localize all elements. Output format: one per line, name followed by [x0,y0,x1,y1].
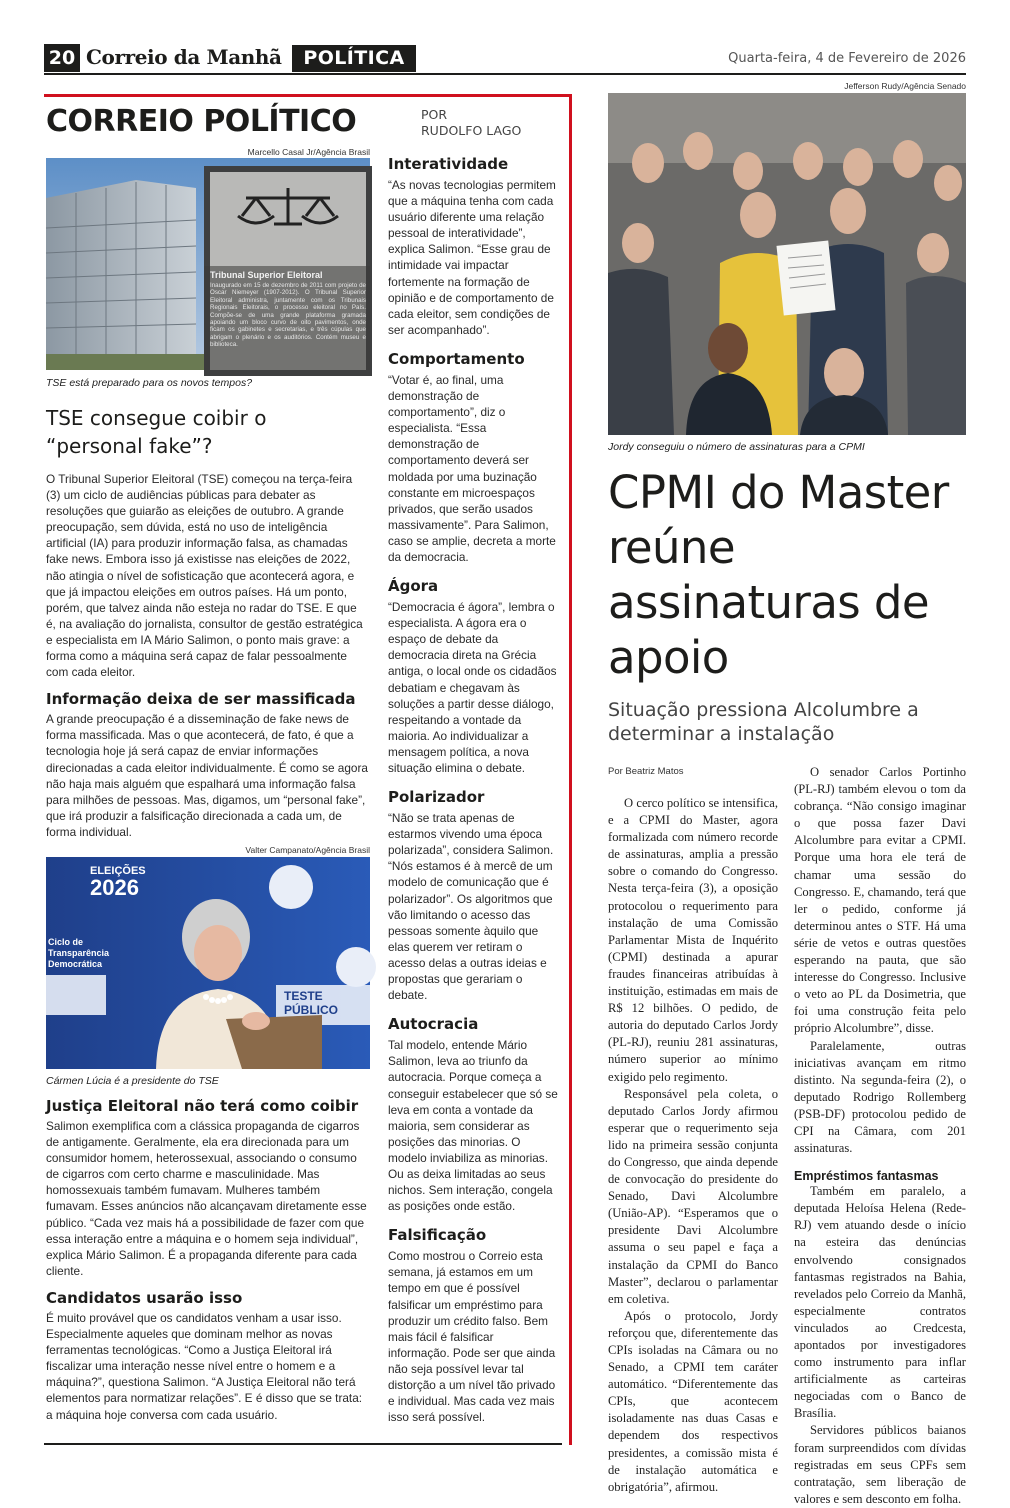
right-headline: CPMI do Master reúne assinaturas de apoio [608,466,949,684]
banner-line-2: 2026 [90,875,139,900]
photo1-caption: TSE está preparado para os novos tempos? [46,377,253,389]
paragraph: Também em paralelo, a deputada Heloísa Helena (Rede-RJ) vem atuando desde o início na esteira das denúncias envolvendo consignados fantasmas registrados na Bahia, revelados pelo Correio da Manhã, especialmente contratos vinculados ao Credcesta, apontados por investigadores como instrumento para inflar artificialmente as carteiras negociadas com o Banco de Brasília. [794,1184,966,1421]
tse-photo [46,158,370,370]
sign-text: Inaugurado em 15 de dezembro de 2011 com projeto de Oscar Niemeyer (1907-2012). O Tribunal Superior Eleitoral administra, juntamente com os Tribunais Regionais Eleitorais, o processo eleitoral no País. Compõe-se de uma grande plataforma gramada apoiando um bloco curvo de oito pavimentos, onde ficam os gabinetes e secretarias, e três cúpulas que abrigam o plenário e os auditórios. Contém museu e biblioteca. [210,282,366,349]
side-subheading: Ágora [388,577,439,596]
column-bottom-rule [44,1443,562,1445]
side-block [388,350,558,565]
byline-prefix: POR [421,107,448,122]
paragraph: Paralelamente, outras iniciativas avançam em ritmo distinto. Na segunda-feira (2), o deputado Rodrigo Rollemberg (PSB-DF) protocolou pedido de CPI na Câmara, com 201 assinaturas. [794,1038,966,1156]
side-text: Tal modelo, entende Mário Salimon, leva ao triunfo da autocracia. Porque começa a conseguir estabelecer que só se leva em conta a vontade da maioria, sem considerar as posições das minorias. O modelo inviabiliza as minorias. Ou as deixa limitadas ao seus nichos. Sem interação, congela as posições onde estão. [388,1038,558,1214]
photo2-caption: Cármen Lúcia é a presidente do TSE [46,1075,219,1087]
sign-title: Tribunal Superior Eleitoral [210,270,323,280]
right-article-body-2 [794,764,966,1508]
subheading: Justiça Eleitoral não terá como coibir [46,1097,359,1115]
side-text: “As novas tecnologias permitem que a máquina tenha com cada usuário diferente uma relação pessoal de interatividade”, explica Salimon. “Esse grau de intimidade vai impactar fortemente na formação de opinião e de comportamento de cada eleitor, sem condições de ser acompanhado”. [388,178,556,337]
paragraph: Salimon exemplifica com a clássica propaganda de cigarros de antigamente. Geralmente, ela era direcionada para um consumidor homem, heterossexual, associando o consumo de cigarros com certo charme e masculinidade. Mas homossexuais também fumavam. Mulheres também fumavam. Esses anúncios não alcançavam diretamente esse público. “Cada vez mais há a possibilidade de fazer com que essa interação entre a máquina e o homem seja individual”, explica Mário Salimon. É a propaganda diferente para cada cliente. [46,1119,367,1278]
paragraph: O Tribunal Superior Eleitoral (TSE) começou na terça-feira (3) um ciclo de audiências públicas para debater as resoluções que guiarão as eleições de outubro. A grande preocupação, sem dúvida, está no uso de inteligência artificial (IA) para produzir informação falsa, as chamadas fake news. Embora isso já existisse nas eleições de 2022, não atingia o nível de sofisticação que acontecerá agora, e que já impactou eleições em outros países. Há um ponto, porém, que talvez ainda não esteja no radar do TSE. E que é, na avaliação do jornalista, consultor de gestão estratégica e especialista em IA Mário Salimon, o ponto mais grave: a forma como a máquina será capaz de falar pessoalmente com cada eleitor. [46,472,363,680]
paragraph: É muito provável que os candidatos venham a usar isso. Especialmente aqueles que dominam melhor as novas ferramentas tecnológicas. “Como a Justiça Eleitoral irá fiscalizar uma interação nesse nível entre o homem e a máquina?”, questiona Salimon. “A Justiça Eleitoral não terá elementos para normatizar relações”. E é disso que se trata: a máquina hoje conversa com cada usuário. [46,1310,363,1422]
banner-line-4: TESTE PÚBLICO [284,989,338,1017]
paragraph: Servidores públicos baianos foram surpreendidos com dívidas registradas em seus CPFs sem contratação, sem liberação de valores e sem desconto em folha. [794,1423,966,1506]
side-text: Como mostrou o Correio esta semana, já estamos em um tempo em que é possível falsificar um empréstimo para produzir um crédito falso. Bem mais fácil é falsificar informação. Pode ser que ainda não seja possível levar tal distorção a um nível tão privado e individual. Mas cada vez mais isso será possível. [388,1249,556,1425]
left-article-body-1 [46,471,368,840]
side-subheading: Interatividade [388,155,509,173]
byline-name: RUDOLFO LAGO [421,123,522,138]
paragraph: Após o protocolo, Jordy reforçou que, diferentemente das CPIs isoladas na Câmara ou no Senado, a CPMI tem caráter automático. “Diferentemente das CPIs, que acontecem isoladamente nas duas Casas e dependem dos respectivos presidentes, a comissão mista é de instalação automática e obrigatória”, afirmou. [608,1308,778,1494]
side-block [388,1015,558,1214]
side-subheading: Polarizador [388,788,485,807]
paragraph: Responsável pela coleta, o deputado Carlos Jordy afirmou esperar que o requerimento seja lido na primeira sessão conjunta do Congresso, que ainda depende de convocação do presidente do Senado, Davi Alcolumbre (União-AP). “Esperamos que o presidente Davi Alcolumbre assuma o seu papel e faça a instalação da CPMI do Banco Master”, declarou o parlamentar em coletiva. [608,1086,778,1306]
left-article-body-2 [46,1097,368,1423]
side-subheading: Falsificação [388,1226,487,1245]
subheading: Empréstimos fantasmas [794,1169,939,1184]
side-text: “Não se trata apenas de estarmos vivendo uma época polarizada”, considera Salimon. “Nós estamos é à mercê de um modelo de comunicação que é polarizador”. Os algoritmos que vão limitando o acesso das pessoas somente àquilo que elas querem ver retiram o acesso delas a outras ideias e propostas que gerariam o debate. [388,811,554,1003]
event-banner [90,865,180,899]
column-byline [421,107,521,139]
masthead: Correio da Manhã [86,45,282,69]
side-subheading: Autocracia [388,1015,479,1034]
right-article-body-1 [608,795,778,1496]
sign-plaque [210,270,366,349]
subheading: Informação deixa de ser massificada [46,690,356,709]
right-photo-credit: Jefferson Rudy/Agência Senado [844,81,966,91]
banner-line-1: ELEIÇÕES [90,865,146,877]
cpmi-group-photo [608,93,966,435]
right-byline: Por Beatriz Matos [608,766,684,777]
right-photo-caption: Jordy conseguiu o número de assinaturas para a CPMI [608,441,865,453]
side-text: “Votar é, ao final, uma demonstração de comportamento”, diz o especialista. “Essa demonstração de comportamento deverá ser moldada por uma buzinação constante em microespaços privados, que serão usados massivamente”. Para Salimon, caso se amplie, decreta a morte da democracia. [388,372,556,564]
header-rule [44,73,966,75]
paragraph: O senador Carlos Portinho (PL-RJ) também elevou o tom da cobrança. “Não consigo imaginar o que possa fazer Davi Alcolumbre para evitar a CPMI. Porque uma hora ele terá de chamar uma sessão do Congresso. E, chamando, terá que ler o pedido, conforme já determinou antes o STF. Há uma série de vetos e outras questões esperando na pauta, que são interesse do Congresso. Inclusive o veto ao PL da Dosimetria, que foi uma construção feita pelo próprio Alcolumbre”, disse. [794,765,966,1036]
photo2-credit: Valter Campanato/Agência Brasil [245,845,370,855]
paragraph: O cerco político se intensifica, e a CPMI do Master, agora formalizada com número recorde de assinaturas, amplia a pressão sobre o comando do Congresso. Nesta terça-feira (3), a oposição protocolou o requerimento para instalação de uma Comissão Parlamentar Mista de Inquérito (CPMI) destinada a apurar fraudes financeiras atribuídas à instituição, estimadas em mais de R$ 12 bilhões. O pedido, de autoria do deputado Carlos Jordy (PL-RJ), reuniu 281 assinaturas, número superior ao mínimo exigido pelo regimento. [608,796,778,1084]
side-column [388,155,558,1437]
side-subheading: Comportamento [388,349,525,368]
side-text: “Democracia é ágora”, lembra o especialista. A ágora era o espaço de debate da democracia direta na Grécia antiga, o local onde os cidadãos debatiam e chegavam às soluções a partir desse diálogo, respeitando a vontade da maioria. Ao individualizar a mensagem política, a nova situação elimina o debate. [388,600,557,775]
banner-line-3: Ciclo de Transparência Democrática [48,937,110,969]
carmen-lucia-photo [46,857,370,1069]
section-label: POLÍTICA [292,45,416,72]
side-block [388,155,558,338]
right-subheadline: Situação pressiona Alcolumbre a determinar a instalação [608,699,919,745]
issue-date: Quarta-feira, 4 de Fevereiro de 2026 [728,51,966,66]
column-title: CORREIO POLÍTICO [46,104,357,139]
left-headline: TSE consegue coibir o “personal fake”? [46,406,267,458]
photo1-credit: Marcello Casal Jr/Agência Brasil [247,147,370,157]
subheading: Candidatos usarão isso [46,1288,243,1307]
side-block [388,1226,558,1425]
side-block [388,788,558,1003]
side-block [388,577,558,776]
paragraph: A grande preocupação é a disseminação de fake news de forma massificada. Mas o que acontecerá, de fato, é que a tecnologia hoje já será capaz de enviar informações direcionadas a cada eleitor individualmente. É como se agora não haja mais alguém que espalhará uma informação falsa para milhões de pessoas. Mas, digamos, um “personal fake”, que irá produzir a falsificação direcionada a cada um, de forma individual. [46,712,368,839]
page-number: 20 [44,44,80,72]
